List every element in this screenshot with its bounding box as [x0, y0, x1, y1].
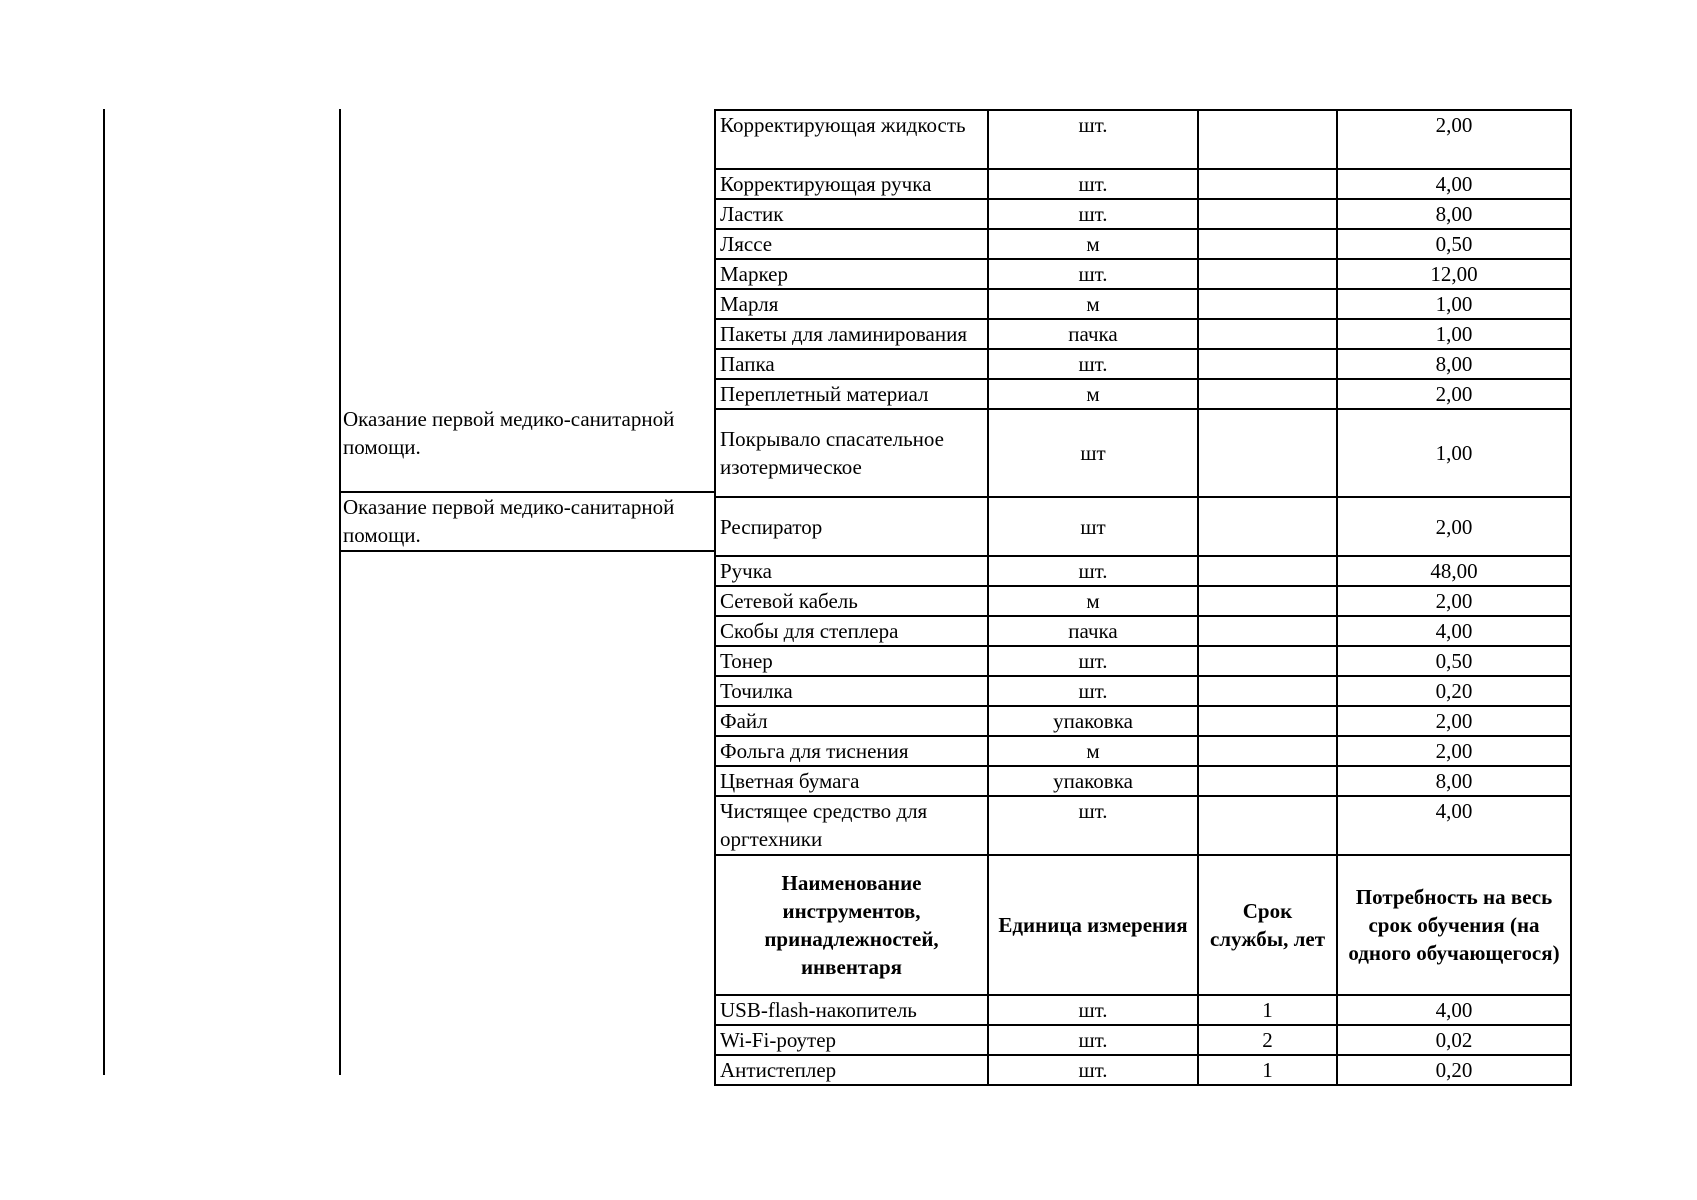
table-row [715, 1055, 1571, 1085]
item-unit: шт. [988, 169, 1198, 199]
item-need: 2,00 [1337, 706, 1571, 736]
item-unit: пачка [988, 616, 1198, 646]
item-life [1198, 586, 1337, 616]
item-name: Чистящее средство для оргтехники [715, 796, 988, 855]
item-name: Ляссе [715, 229, 988, 259]
item-need: 1,00 [1337, 409, 1571, 497]
item-need: 2,00 [1337, 586, 1571, 616]
item-life: 1 [1198, 1055, 1337, 1085]
table-row [715, 169, 1571, 199]
header-life: Срок службы, лет [1198, 855, 1337, 995]
table-row [715, 289, 1571, 319]
item-need: 0,50 [1337, 229, 1571, 259]
table-row [715, 319, 1571, 349]
item-name: Тонер [715, 646, 988, 676]
item-name: Скобы для степлера [715, 616, 988, 646]
item-name: Точилка [715, 676, 988, 706]
item-name: Антистеплер [715, 1055, 988, 1085]
table-row [715, 349, 1571, 379]
item-life [1198, 379, 1337, 409]
table-row [715, 379, 1571, 409]
item-unit: м [988, 736, 1198, 766]
item-life [1198, 796, 1337, 855]
item-need: 2,00 [1337, 379, 1571, 409]
item-life [1198, 706, 1337, 736]
item-name: Респиратор [715, 497, 988, 556]
item-name: Файл [715, 706, 988, 736]
table-row [715, 1025, 1571, 1055]
item-unit: шт. [988, 259, 1198, 289]
section-column-border [339, 109, 341, 1075]
item-life [1198, 110, 1337, 169]
table-row [715, 497, 1571, 556]
item-unit: шт. [988, 110, 1198, 169]
item-life: 1 [1198, 995, 1337, 1025]
item-name: Покрывало спасательное изотермическое [715, 409, 988, 497]
left-table-border [103, 109, 105, 1075]
item-need: 0,20 [1337, 1055, 1571, 1085]
item-unit: шт. [988, 1025, 1198, 1055]
item-need: 1,00 [1337, 319, 1571, 349]
table-row [715, 199, 1571, 229]
item-need: 8,00 [1337, 766, 1571, 796]
table-row [715, 646, 1571, 676]
item-need: 2,00 [1337, 736, 1571, 766]
item-need: 4,00 [1337, 169, 1571, 199]
item-life [1198, 736, 1337, 766]
item-name: Ластик [715, 199, 988, 229]
item-need: 1,00 [1337, 289, 1571, 319]
table-row [715, 676, 1571, 706]
table-row [715, 409, 1571, 497]
table-row [715, 736, 1571, 766]
item-life [1198, 199, 1337, 229]
table-row [715, 110, 1571, 169]
item-life [1198, 319, 1337, 349]
item-unit: шт. [988, 796, 1198, 855]
item-unit: шт. [988, 646, 1198, 676]
item-need: 8,00 [1337, 349, 1571, 379]
item-name: USB-flash-накопитель [715, 995, 988, 1025]
item-name: Фольга для тиснения [715, 736, 988, 766]
item-name: Корректирующая ручка [715, 169, 988, 199]
item-unit: м [988, 229, 1198, 259]
item-unit: шт. [988, 995, 1198, 1025]
item-unit: шт. [988, 349, 1198, 379]
item-need: 8,00 [1337, 199, 1571, 229]
section-divider-2 [339, 550, 715, 552]
table-row [715, 616, 1571, 646]
table-row [715, 229, 1571, 259]
item-unit: шт [988, 497, 1198, 556]
item-name: Сетевой кабель [715, 586, 988, 616]
section-label-2: Оказание первой медико-санитарной помощи. [343, 495, 675, 547]
item-life [1198, 616, 1337, 646]
table-header-row [715, 855, 1571, 995]
item-life [1198, 259, 1337, 289]
item-unit: м [988, 379, 1198, 409]
item-need: 4,00 [1337, 995, 1571, 1025]
item-need: 12,00 [1337, 259, 1571, 289]
item-need: 2,00 [1337, 497, 1571, 556]
item-name: Wi-Fi-роутер [715, 1025, 988, 1055]
item-name: Марля [715, 289, 988, 319]
item-unit: м [988, 586, 1198, 616]
section-label-1: Оказание первой медико-санитарной помощи. [343, 407, 675, 459]
item-life [1198, 556, 1337, 586]
item-need: 4,00 [1337, 796, 1571, 855]
header-name: Наименование инструментов, принадлежностей, инвентаря [715, 855, 988, 995]
item-life [1198, 349, 1337, 379]
item-unit: упаковка [988, 766, 1198, 796]
item-name: Цветная бумага [715, 766, 988, 796]
item-life [1198, 676, 1337, 706]
item-need: 0,50 [1337, 646, 1571, 676]
item-need: 48,00 [1337, 556, 1571, 586]
item-unit: м [988, 289, 1198, 319]
item-life [1198, 409, 1337, 497]
item-unit: шт. [988, 199, 1198, 229]
table-row [715, 586, 1571, 616]
item-name: Папка [715, 349, 988, 379]
item-name: Корректирующая жидкость [715, 110, 988, 169]
table-row [715, 706, 1571, 736]
item-unit: шт. [988, 676, 1198, 706]
item-life [1198, 289, 1337, 319]
item-life [1198, 766, 1337, 796]
header-need: Потребность на весь срок обучения (на одного обучающегося) [1337, 855, 1571, 995]
item-unit: шт [988, 409, 1198, 497]
item-need: 4,00 [1337, 616, 1571, 646]
item-name: Ручка [715, 556, 988, 586]
item-need: 2,00 [1337, 110, 1571, 169]
item-unit: упаковка [988, 706, 1198, 736]
item-life [1198, 229, 1337, 259]
header-unit: Единица измерения [988, 855, 1198, 995]
item-life [1198, 497, 1337, 556]
table-row [715, 796, 1571, 855]
item-name: Маркер [715, 259, 988, 289]
table-row [715, 766, 1571, 796]
materials-table [714, 109, 1572, 1086]
table-row [715, 556, 1571, 586]
item-name: Переплетный материал [715, 379, 988, 409]
item-need: 0,20 [1337, 676, 1571, 706]
item-life [1198, 169, 1337, 199]
table-row [715, 259, 1571, 289]
item-unit: шт. [988, 556, 1198, 586]
item-life [1198, 646, 1337, 676]
item-unit: шт. [988, 1055, 1198, 1085]
item-unit: пачка [988, 319, 1198, 349]
table-row [715, 995, 1571, 1025]
item-name: Пакеты для ламинирования [715, 319, 988, 349]
item-life: 2 [1198, 1025, 1337, 1055]
item-need: 0,02 [1337, 1025, 1571, 1055]
